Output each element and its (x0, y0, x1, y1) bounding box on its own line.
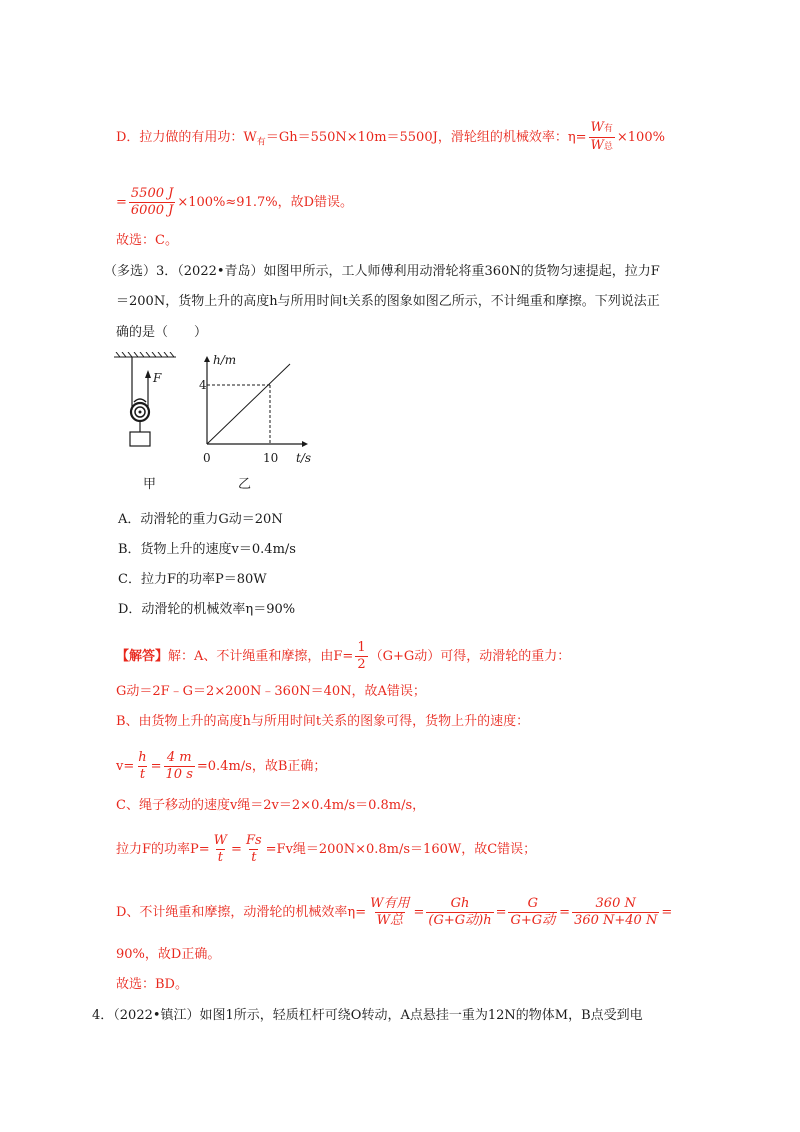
efficiency-fraction: $\frac{\text{W有}}{\text{W总}}$ (590, 120, 613, 153)
caption-right: 乙 (238, 477, 252, 492)
solution-efficiency-result: 90%，故D正确。 (116, 947, 221, 962)
force-arrow-icon (145, 370, 151, 378)
part-d-line2: = $\frac{5500 J}{6000 J}$ ×100%≈91.7%，故D错误。 (116, 186, 354, 218)
solution-head: 【解答】解：A、不计绳重和摩擦，由F= $\frac{1}{2}$ （G+G动）可得，动滑轮的重力： (116, 640, 571, 672)
origin-label: 0 (203, 451, 211, 465)
half-fraction: $\frac{1}{2}$ (357, 640, 366, 672)
x-axis-label: t/s (296, 451, 312, 465)
solution-power: 拉力F的功率P= $\frac{W}{t}$ = $\frac{Fs}{t}$ =Fv绳＝200N×0.8m/s＝160W，故C错误； (116, 833, 537, 865)
question3-figure (110, 352, 330, 494)
ceiling-hatch (114, 352, 176, 357)
answer-prev: 故选：C。 (116, 233, 178, 248)
caption-left: 甲 (143, 477, 157, 492)
part-d-line1: D．拉力做的有用功：$W_有=Gh=550N\times 10m=5500J$，滑轮组的机械效率：η= $\frac{\text{W有}}{\text{W总}}$ ×100% (116, 120, 665, 153)
solution-line-c: C、绳子移动的速度v绳＝2v＝2×0.4m/s＝0.8m/s， (116, 798, 426, 813)
solution-line-a: G动＝2F﹣G＝2×200N﹣360N＝40N，故A错误； (116, 684, 426, 699)
x-tick-label: 10 (263, 451, 279, 465)
pulley-force-label: F (153, 371, 162, 385)
option-c: C．拉力F的功率P＝80W (118, 572, 267, 587)
option-b: B．货物上升的速度v＝0.4m/s (118, 542, 296, 557)
x-axis-arrow-icon (302, 441, 308, 447)
solution-tag: 【解答】 (116, 649, 169, 664)
option-d: D．动滑轮的机械效率η＝90% (118, 602, 296, 617)
ratio-fraction: $\frac{5500 J}{6000 J}$ (130, 186, 174, 218)
solution-efficiency: D、不计绳重和摩擦，动滑轮的机械效率η= $\frac{\text{W有用}}{\text{W总}}$ = $\frac{Gh}{\text{(G+G动)h}}$ = $\frac{G}{\text{G+G动}}$ = $\frac{360 N}{360 N+40 N}$ = (116, 896, 673, 928)
cargo-box (130, 432, 150, 446)
question4-line1: 4．（2022•镇江）如图1所示，轻质杠杆可绕O转动，A点悬挂一重为12N的物体M，B点受到电 (92, 1008, 643, 1023)
y-axis-arrow-icon (204, 356, 210, 362)
question3-line2: ＝200N，货物上升的高度h与所用时间t关系的图象如图乙所示，不计绳重和摩擦。下列说法正 (116, 294, 660, 309)
y-axis-label: h/m (213, 353, 237, 367)
h-t-line (207, 364, 290, 444)
solution-velocity: v= $\frac{h}{t}$ = $\frac{4 m}{10 s}$ =0.4m/s，故B正确； (116, 750, 327, 782)
question3-line3: 确的是（ ） (116, 325, 208, 340)
solution-answer: 故选：BD。 (116, 977, 188, 992)
y-tick-label: 4 (199, 378, 207, 392)
solution-line-b: B、由货物上升的高度h与所用时间t关系的图象可得，货物上升的速度： (116, 714, 530, 729)
question3-line1: （多选）3．（2022•青岛）如图甲所示，工人师傅利用动滑轮将重360N的货物匀速提起，拉力F (104, 264, 660, 279)
option-a: A．动滑轮的重力G动＝20N (118, 512, 283, 527)
